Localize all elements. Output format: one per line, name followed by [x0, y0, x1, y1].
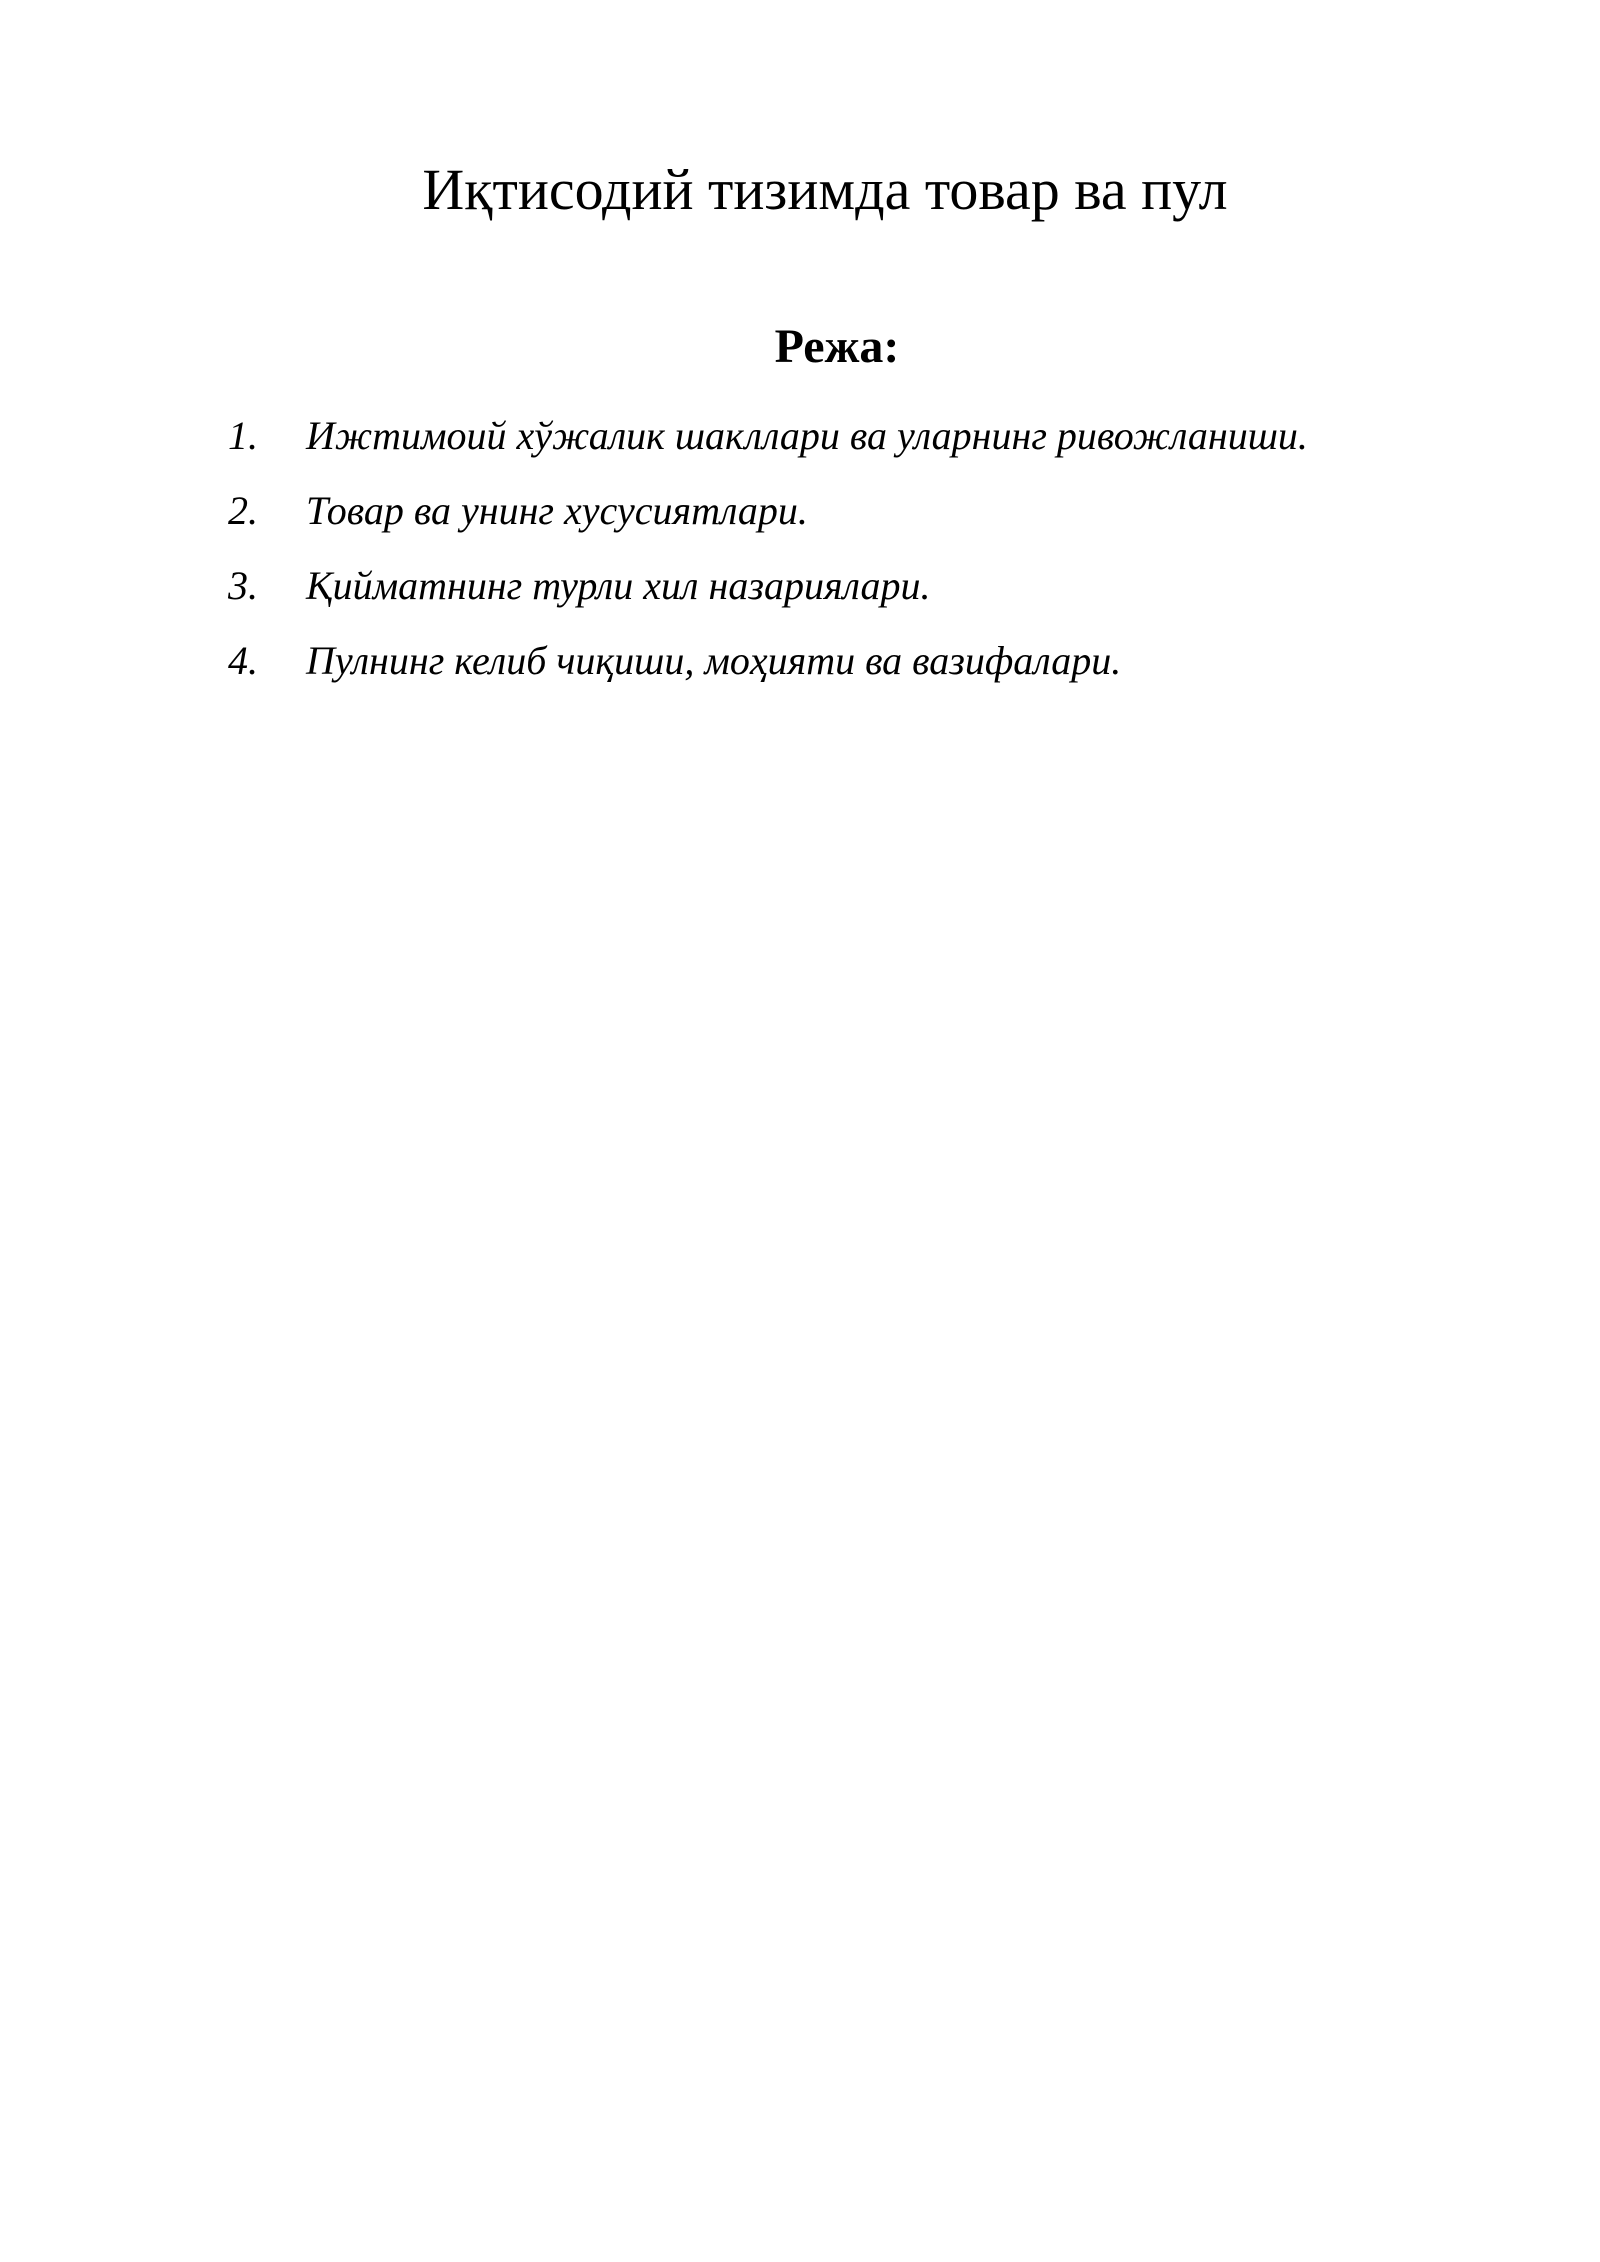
plan-item-text: Қийматнинг турли хил назариялари.	[306, 563, 931, 608]
plan-item-number: 2.	[228, 488, 258, 533]
plan-item-number: 4.	[228, 638, 258, 683]
plan-list	[228, 398, 1528, 698]
plan-item-4	[228, 623, 1528, 698]
plan-item-3	[228, 548, 1528, 623]
plan-heading: Режа:	[774, 320, 900, 373]
plan-item-number: 1.	[228, 413, 258, 458]
plan-item-2	[228, 473, 1528, 548]
document-title: Иқтисодий тизимда товар ва пул	[422, 157, 1228, 222]
plan-item-number: 3.	[228, 563, 258, 608]
plan-item-text: Товар ва унинг хусусиятлари.	[306, 488, 808, 533]
plan-item-text: Пулнинг келиб чиқиши, моҳияти ва вазифалари.	[306, 638, 1122, 683]
plan-item-text: Ижтимоий хўжалик шакллари ва уларнинг ривожланиши.	[306, 413, 1308, 458]
plan-item-1	[228, 398, 1528, 473]
